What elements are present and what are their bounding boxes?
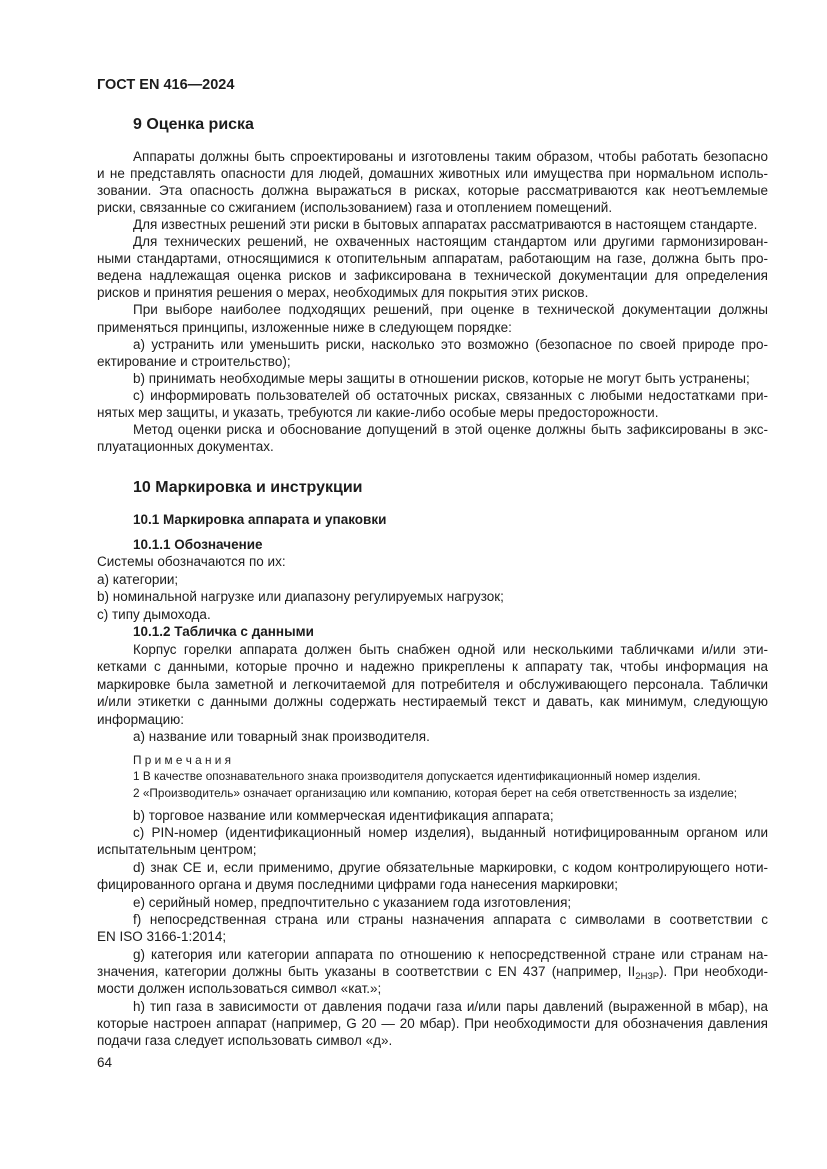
data-plate-item-h: которые настроен аппарат (например, G 20 — 20 мбар). При необходимости для обозначения давления xyxy=(97,1016,768,1031)
section-9-paragraph-line: зовании. Эта опасность должна выражаться в рисках, которые рассматриваются как неотъемлемые xyxy=(97,183,768,198)
section-10-heading: 10 Маркировка и инструкции xyxy=(133,479,363,496)
document-code: ГОСТ EN 416—2024 xyxy=(97,77,235,93)
section-9-paragraph-line: Для известных решений эти риски в бытовых аппаратах рассматриваются в настоящем стандарте. xyxy=(133,217,758,232)
item-g-text-before: значения, категории должны быть указаны в соответствии с EN 437 (например, II xyxy=(97,964,636,979)
data-plate-item-a: a) название или товарный знак производителя. xyxy=(133,729,430,744)
data-plate-item-f: EN ISO 3166-1:2014; xyxy=(97,929,227,944)
section-9-paragraph-line: При выборе наиболее подходящих решений, при оценке в технической документации должны xyxy=(133,302,768,317)
data-plate-item-c: c) PIN-номер (идентификационный номер изделия), выданный нотифицированным органом или xyxy=(133,825,768,840)
data-plate-item-d: d) знак CE и, если применимо, другие обязательные маркировки, с кодом контролирующего ноти- xyxy=(133,860,768,875)
principle-item-c-line: c) информировать пользователей об остаточных рисках, связанных с любыми недостатками при- xyxy=(133,388,768,403)
clause-10-1-2-heading: 10.1.2 Табличка с данными xyxy=(133,624,314,639)
section-9-paragraph-line: ведена надлежащая оценка рисков и зафиксирована в технической документации для определения xyxy=(97,268,768,283)
data-plate-item-c: испытательным центром; xyxy=(97,842,257,857)
data-plate-paragraph-line: и/или этикетки с данными должны содержать нестираемый текст и давать, как минимум, следующую xyxy=(97,694,768,709)
section-9-paragraph-line: Для технических решений, не охваченных настоящим стандартом или другими гармонизирован- xyxy=(133,234,768,249)
data-plate-item-g: мости должен использоваться символ «кат.»; xyxy=(97,981,382,996)
data-plate-item-e: e) серийный номер, предпочтительно с указанием года изготовления; xyxy=(133,895,572,910)
section-9-paragraph-line: Метод оценки риска и обоснование допущений в этой оценке должны быть зафиксированы в экс- xyxy=(133,422,768,437)
data-plate-paragraph-line: кетками с данными, которые прочно и надежно прикреплены к аппарату так, чтобы информация на xyxy=(97,659,768,674)
section-9-paragraph-line: ными стандартами, относящимися к отопительным аппаратам, работающим на газе, должна быть про- xyxy=(97,251,768,266)
item-g-text-after: ). При необходи- xyxy=(659,964,768,979)
subsection-10-1-heading: 10.1 Маркировка аппарата и упаковки xyxy=(133,512,387,527)
clause-10-1-1-intro: Системы обозначаются по их: xyxy=(97,554,286,569)
data-plate-item-b: b) торговое название или коммерческая идентификация аппарата; xyxy=(133,808,554,823)
data-plate-item-g: g) категория или категории аппарата по отношению к непосредственной стране или странам на- xyxy=(133,947,768,962)
data-plate-paragraph-line: маркировке была заметной и легкочитаемой для потребителя и обслуживающего персонала. Таблички xyxy=(97,677,768,692)
clause-10-1-1-heading: 10.1.1 Обозначение xyxy=(133,537,263,552)
gas-category-subscript: 2H3P xyxy=(635,971,660,982)
section-9-paragraph-line: риски, связанные со сжиганием (использованием) газа и отоплением помещений. xyxy=(97,200,613,215)
page-number: 64 xyxy=(97,1055,113,1070)
designation-list-item: c) типу дымохода. xyxy=(97,607,211,622)
section-9-paragraph-line: и не представлять опасности для людей, домашних животных или имущества при нормальном исполь- xyxy=(97,166,768,181)
designation-list-item: a) категории; xyxy=(97,572,179,587)
data-plate-paragraph-line: информацию: xyxy=(97,712,185,727)
section-9-paragraph-line: применяться принципы, изложенные ниже в следующем порядке: xyxy=(97,320,512,335)
principle-item-c-line: нятых мер защиты, и указать, требуются ли какие-либо особые меры предосторожности. xyxy=(97,405,659,420)
principle-item-a-line: ектирование и строительство); xyxy=(97,354,291,369)
section-9-heading: 9 Оценка риска xyxy=(133,116,254,133)
principle-item-b-line: b) принимать необходимые меры защиты в отношении рисков, которые не могут быть устранены; xyxy=(133,371,750,386)
data-plate-item-h: подачи газа следует использовать символ «д». xyxy=(97,1033,393,1048)
data-plate-item-d: фицированного органа и двумя последними цифрами года нанесения маркировки; xyxy=(97,877,619,892)
section-9-paragraph-line: рисков и принятия решения о мерах, необходимых для покрытия этих рисков. xyxy=(97,285,589,300)
note-line: 1 В качестве опознавательного знака производителя допускается идентификационный номер изделия. xyxy=(133,769,701,783)
note-line: 2 «Производитель» означает организацию или компанию, которая берет на себя ответственность за изделие; xyxy=(133,786,738,800)
data-plate-paragraph-line: Корпус горелки аппарата должен быть снабжен одной или несколькими табличками и/или эти- xyxy=(133,642,768,657)
data-plate-item-g xyxy=(97,963,768,981)
designation-list-item: b) номинальной нагрузке или диапазону регулируемых нагрузок; xyxy=(97,589,504,604)
notes-heading: П р и м е ч а н и я xyxy=(133,753,231,767)
section-9-paragraph-line: плуатационных документах. xyxy=(97,439,274,454)
principle-item-a-line: a) устранить или уменьшить риски, насколько это возможно (безопасное по своей природе про- xyxy=(133,337,768,352)
section-9-paragraph-line: Аппараты должны быть спроектированы и изготовлены таким образом, чтобы работать безопасно xyxy=(133,149,768,164)
data-plate-item-h: h) тип газа в зависимости от давления подачи газа и/или пары давлений (выраженной в мбар), на xyxy=(133,999,768,1014)
data-plate-item-f: f) непосредственная страна или страны назначения аппарата с символами в соответствии с xyxy=(133,912,768,927)
